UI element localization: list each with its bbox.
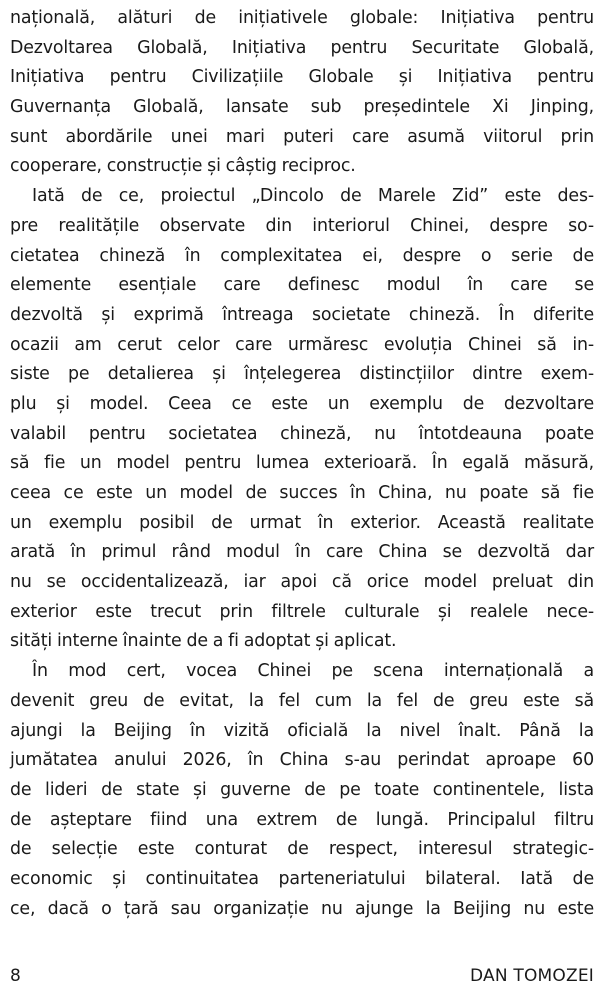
- text-line: un exemplu posibil de urmat în exterior. Această realitate: [10, 512, 594, 533]
- paragraph-1: [10, 4, 594, 182]
- text-line: Inițiativa pentru Civilizațiile Globale și Inițiativa pentru: [10, 67, 594, 88]
- text-line: sități interne înainte de a fi adoptat și aplicat.: [10, 631, 397, 652]
- text-line: În mod cert, vocea Chinei pe scena internațională a: [32, 661, 594, 682]
- text-line: ocazii am cerut celor care urmăresc evoluția Chinei să in-: [10, 334, 594, 355]
- text-line: de lideri de state și guverne de pe toate continentele, lista: [10, 779, 594, 800]
- text-line: națională, alături de inițiativele globale: Inițiativa pentru: [10, 8, 594, 28]
- page-number: 8: [10, 966, 21, 986]
- text-line: exterior este trecut prin filtrele culturale și realele nece-: [10, 601, 594, 622]
- text-line: Iată de ce, proiectul „Dincolo de Marele Zid” este des-: [32, 186, 594, 207]
- text-line: economic și continuitatea parteneriatului bilateral. Iată de: [10, 868, 594, 889]
- text-line: cietatea chineză în complexitatea ei, despre o serie de: [10, 245, 594, 266]
- text-line: devenit greu de evitat, la fel cum la fel de greu este să: [10, 690, 594, 711]
- paragraph-2: [10, 182, 594, 657]
- text-line: arată în primul rând modul în care China se dezvoltă dar: [10, 542, 594, 563]
- paragraph-3: [10, 657, 594, 924]
- text-line: plu și model. Ceea ce este un exemplu de dezvoltare: [10, 393, 594, 414]
- text-line: jumătatea anului 2026, în China s-au perindat aproape 60: [10, 750, 594, 771]
- text-line: Dezvoltarea Globală, Inițiativa pentru Securitate Globală,: [10, 37, 594, 58]
- text-line: pre realitățile observate din interiorul Chinei, despre so-: [10, 215, 594, 236]
- text-line: valabil pentru societatea chineză, nu întotdeauna poate: [10, 423, 594, 444]
- text-line: ceea ce este un model de succes în China, nu poate să fie: [10, 483, 594, 503]
- text-line: cooperare, construcție și câștig reciproc.: [10, 156, 356, 177]
- text-line: dezvoltă și exprimă întreaga societate chineză. În diferite: [10, 304, 594, 325]
- text-line: siste pe detalierea și înțelegerea distincțiilor dintre exem-: [10, 364, 594, 385]
- text-line: ajungi la Beijing în vizită oficială la nivel înalt. Până la: [10, 720, 594, 741]
- text-line: ce, dacă o țară sau organizație nu ajunge la Beijing nu este: [10, 898, 594, 919]
- text-line: să fie un model pentru lumea exterioară. În egală măsură,: [10, 453, 594, 474]
- page-footer: [10, 962, 594, 990]
- text-line: de selecție este conturat de respect, interesul strategic-: [10, 839, 594, 860]
- text-line: sunt abordările unei mari puteri care asumă viitorul prin: [10, 126, 594, 147]
- text-line: nu se occidentalizează, iar apoi că orice model preluat din: [10, 572, 594, 593]
- author-name: DAN TOMOZEI: [470, 966, 594, 986]
- page-body: [10, 4, 594, 924]
- text-line: de așteptare fiind una extrem de lungă. Principalul filtru: [10, 809, 594, 830]
- text-line: Guvernanța Globală, lansate sub președintele Xi Jinping,: [10, 97, 594, 118]
- text-line: elemente esențiale care definesc modul în care se: [10, 275, 594, 296]
